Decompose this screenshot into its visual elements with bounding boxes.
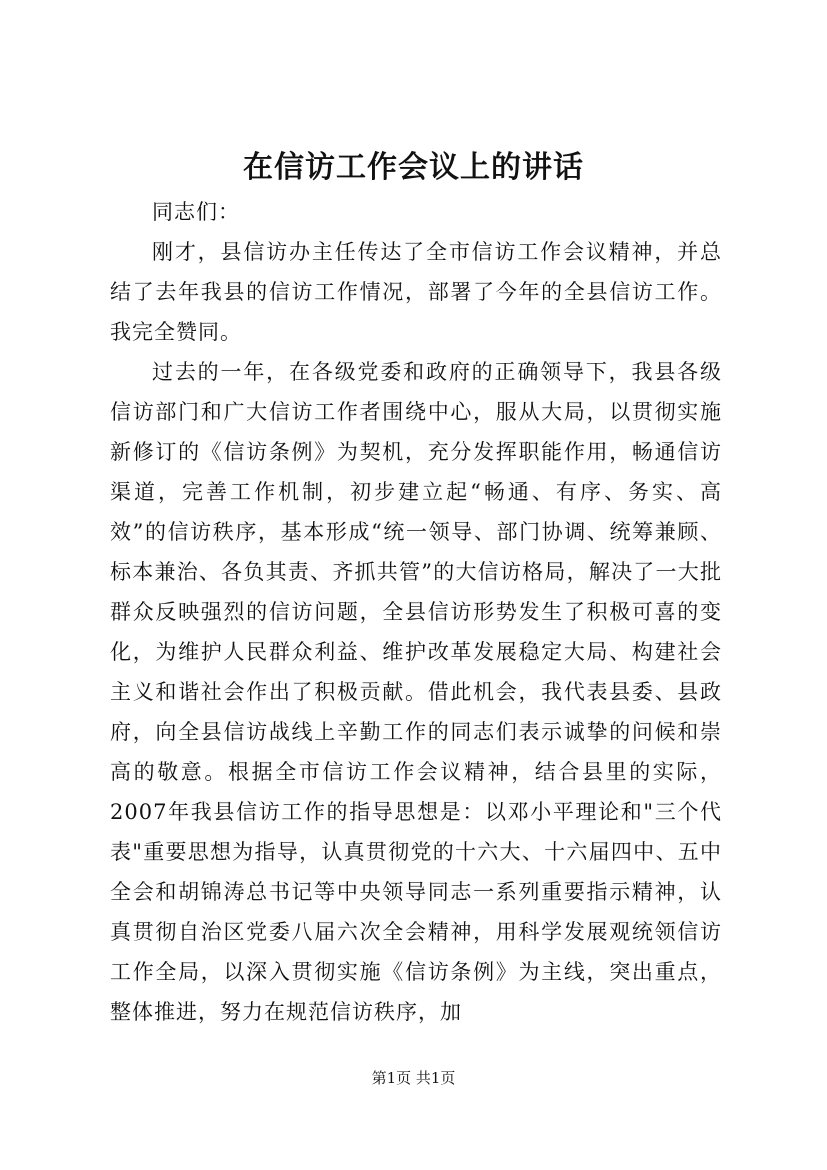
paragraph-1: 刚才，县信访办主任传达了全市信访工作会议精神，并总结了去年我县的信访工作情况，部署了今年的全县信访工作。我完全赞同。 [110,240,722,344]
document-body [110,192,722,1032]
salutation: 同志们： [152,200,240,224]
document-title: 在信访工作会议上的讲话 [243,150,584,185]
page-footer: 第1页 共1页 [371,1069,456,1087]
paragraph-2: 过去的一年，在各级党委和政府的正确领导下，我县各级信访部门和广大信访工作者围绕中心，服从大局，以贯彻实施新修订的《信访条例》为契机，充分发挥职能作用，畅通信访渠道，完善工作机制，初步建立起“畅通、有序、务实、高效”的信访秩序，基本形成“统一领导、部门协调、统筹兼顾、标本兼治、各负其责、齐抓共管”的大信访格局，解决了一大批群众反映强烈的信访问题，全县信访形势发生了积极可喜的变化，为维护人民群众利益、维护改革发展稳定大局、构建社会主义和谐社会作出了积极贡献。借此机会，我代表县委、县政府，向全县信访战线上辛勤工作的同志们表示诚挚的问候和崇高的敬意。根据全市信访工作会议精神，结合县里的实际，2007年我县信访工作的指导思想是：以邓小平理论和"三个代表"重要思想为指导，认真贯彻党的十六大、十六届四中、五中全会和胡锦涛总书记等中央领导同志一系列重要指示精神，认真贯彻自治区党委八届六次全会精神，用科学发展观统领信访工作全局，以深入贯彻实施《信访条例》为主线，突出重点，整体推进，努力在规范信访秩序，加 [110,360,722,1024]
